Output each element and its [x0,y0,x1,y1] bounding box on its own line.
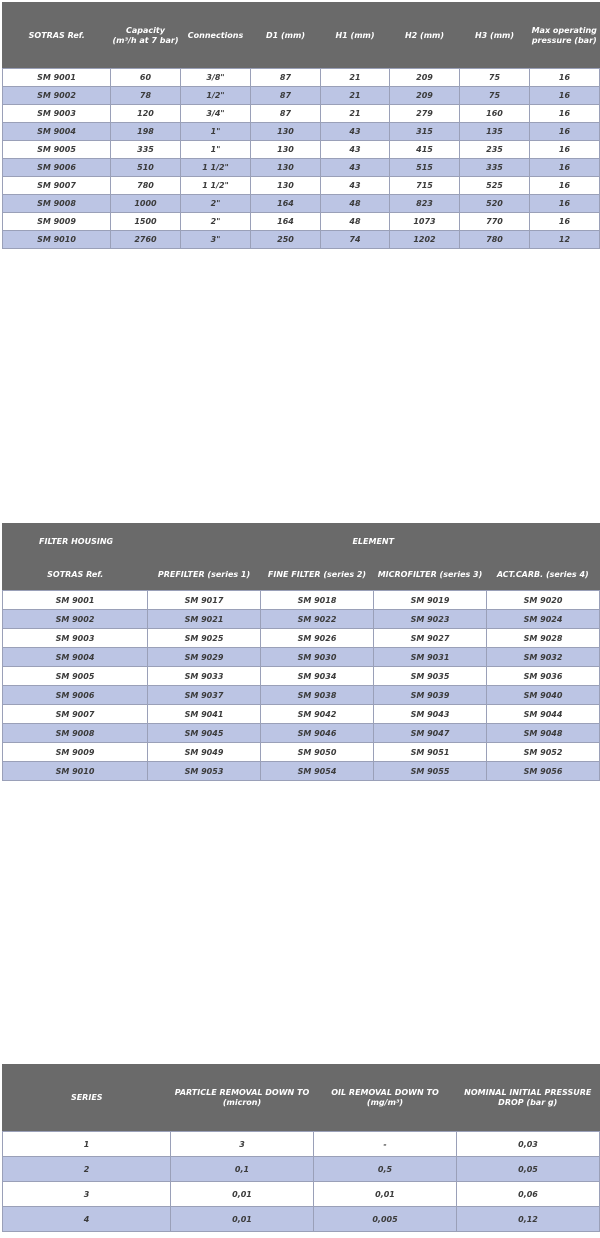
table-cell: 0,06 [457,1182,600,1207]
table-cell: SM 9054 [261,762,374,781]
table-cell: SM 9002 [3,87,111,105]
table-cell: 75 [460,87,530,105]
table-cell: 1 1/2" [181,177,251,195]
table-cell: 515 [390,159,460,177]
table-cell: 3" [181,231,251,249]
table-cell: 75 [460,69,530,87]
table-cell: 3 [3,1182,171,1207]
table-cell: 780 [460,231,530,249]
table-cell: SM 9010 [3,762,148,781]
table-cell: 87 [251,69,321,87]
table-cell: 510 [111,159,181,177]
table-cell: SM 9027 [374,629,487,648]
element-header-row [3,561,600,591]
table-cell: SM 9009 [3,213,111,231]
table-cell: 135 [460,123,530,141]
table-row [3,591,600,610]
table-row [3,1132,600,1157]
table-cell: 0,5 [314,1157,457,1182]
table-cell: 43 [321,141,390,159]
table-cell: SM 9032 [487,648,600,667]
table-cell: 1" [181,123,251,141]
table-cell: 12 [530,231,600,249]
table-cell: SM 9001 [3,69,111,87]
column-header: ACT.CARB. (series 4) [487,561,600,591]
series-performance-table [2,1064,600,1232]
table-cell: 2" [181,213,251,231]
table-row [3,648,600,667]
table-cell: 1500 [111,213,181,231]
table-row [3,123,600,141]
table-cell: SM 9005 [3,667,148,686]
table-cell: SM 9003 [3,105,111,123]
table-row [3,762,600,781]
table-cell: 1 1/2" [181,159,251,177]
table-cell: 164 [251,195,321,213]
table-cell: SM 9038 [261,686,374,705]
dimensions-table [2,2,600,249]
dimensions-header-row [3,3,600,69]
table-cell: 120 [111,105,181,123]
table-cell: 21 [321,69,390,87]
table-cell: 16 [530,69,600,87]
table-cell: SM 9041 [148,705,261,724]
table-cell: SM 9051 [374,743,487,762]
group-header-row [3,524,600,561]
table-cell: SM 9030 [261,648,374,667]
table-cell: SM 9031 [374,648,487,667]
table-cell: 78 [111,87,181,105]
table-cell: SM 9002 [3,610,148,629]
table-cell: 16 [530,213,600,231]
table-cell: 1/2" [181,87,251,105]
table-cell: SM 9040 [487,686,600,705]
table-cell: 770 [460,213,530,231]
column-header: PREFILTER (series 1) [148,561,261,591]
table-cell: 1202 [390,231,460,249]
column-header: H1 (mm) [321,3,390,69]
table-row [3,1157,600,1182]
table-cell: SM 9006 [3,159,111,177]
table-cell: 43 [321,123,390,141]
column-header: SOTRAS Ref. [3,561,148,591]
table-cell: 0,01 [171,1207,314,1232]
table-row [3,195,600,213]
column-header: PARTICLE REMOVAL DOWN TO (micron) [171,1065,314,1132]
table-cell: SM 9028 [487,629,600,648]
table-cell: SM 9024 [487,610,600,629]
element-cross-reference-table [2,523,600,781]
table-cell: SM 9003 [3,629,148,648]
table-cell: SM 9045 [148,724,261,743]
table-cell: SM 9019 [374,591,487,610]
table-cell: SM 9017 [148,591,261,610]
table-cell: SM 9005 [3,141,111,159]
table-cell: 335 [460,159,530,177]
table-cell: 16 [530,105,600,123]
table-row [3,87,600,105]
table-cell: 209 [390,69,460,87]
table-cell: 520 [460,195,530,213]
table-cell: 1 [3,1132,171,1157]
table-cell: SM 9047 [374,724,487,743]
table-cell: 130 [251,177,321,195]
table-cell: 279 [390,105,460,123]
table-cell: 43 [321,177,390,195]
table-cell: SM 9020 [487,591,600,610]
column-header: SERIES [3,1065,171,1132]
column-header: Connections [181,3,251,69]
table-cell: SM 9018 [261,591,374,610]
table-cell: 780 [111,177,181,195]
table-cell: SM 9021 [148,610,261,629]
table-cell: SM 9046 [261,724,374,743]
table-cell: 250 [251,231,321,249]
table-cell: 3/8" [181,69,251,87]
element-header: ELEMENT [148,524,600,561]
table-cell: 4 [3,1207,171,1232]
column-header: SOTRAS Ref. [3,3,111,69]
table-cell: 0,01 [314,1182,457,1207]
table-cell: SM 9053 [148,762,261,781]
table-cell: 1073 [390,213,460,231]
series-header-row [3,1065,600,1132]
table-cell: SM 9050 [261,743,374,762]
table-cell: 823 [390,195,460,213]
column-header: FINE FILTER (series 2) [261,561,374,591]
table-cell: 525 [460,177,530,195]
table-cell: 87 [251,87,321,105]
table-cell: 16 [530,141,600,159]
table-cell: 160 [460,105,530,123]
filter-housing-header: FILTER HOUSING [3,524,148,561]
table-row [3,177,600,195]
table-cell: 2 [3,1157,171,1182]
column-header: H2 (mm) [390,3,460,69]
table-cell: SM 9033 [148,667,261,686]
table-cell: 48 [321,213,390,231]
table-cell: SM 9049 [148,743,261,762]
table-cell: SM 9043 [374,705,487,724]
table-cell: 2760 [111,231,181,249]
table-cell: 0,12 [457,1207,600,1232]
table-cell: 16 [530,87,600,105]
table-cell: 3/4" [181,105,251,123]
table-cell: SM 9022 [261,610,374,629]
table-cell: 0,1 [171,1157,314,1182]
table-cell: SM 9056 [487,762,600,781]
table-cell: 0,01 [171,1182,314,1207]
table-cell: SM 9007 [3,705,148,724]
table-cell: 1000 [111,195,181,213]
table-row [3,1207,600,1232]
table-row [3,159,600,177]
table-row [3,141,600,159]
table-row [3,610,600,629]
table-cell: SM 9004 [3,648,148,667]
table-cell: 3 [171,1132,314,1157]
table-row [3,724,600,743]
table-cell: 715 [390,177,460,195]
column-header: OIL REMOVAL DOWN TO (mg/m³) [314,1065,457,1132]
table-cell: SM 9007 [3,177,111,195]
table-cell: SM 9037 [148,686,261,705]
table-cell: SM 9036 [487,667,600,686]
table-cell: 16 [530,177,600,195]
column-header: MICROFILTER (series 3) [374,561,487,591]
table-row [3,105,600,123]
table-row [3,69,600,87]
table-cell: SM 9035 [374,667,487,686]
table-cell: 0,05 [457,1157,600,1182]
table-cell: 209 [390,87,460,105]
table-cell: 43 [321,159,390,177]
table-cell: 0,005 [314,1207,457,1232]
table-cell: 130 [251,159,321,177]
column-header: H3 (mm) [460,3,530,69]
table-cell: 60 [111,69,181,87]
table-cell: SM 9052 [487,743,600,762]
table-cell: 198 [111,123,181,141]
table-cell: SM 9042 [261,705,374,724]
table-cell: SM 9055 [374,762,487,781]
table-cell: 16 [530,159,600,177]
table-cell: 415 [390,141,460,159]
table-cell: 130 [251,123,321,141]
table-cell: SM 9008 [3,195,111,213]
table-cell: 235 [460,141,530,159]
table-cell: 2" [181,195,251,213]
table-row [3,629,600,648]
table-row [3,667,600,686]
table-cell: SM 9006 [3,686,148,705]
table-cell: 74 [321,231,390,249]
table-cell: SM 9025 [148,629,261,648]
table-cell: SM 9044 [487,705,600,724]
table-cell: SM 9010 [3,231,111,249]
table-cell: 21 [321,105,390,123]
table-row [3,705,600,724]
table-cell: SM 9039 [374,686,487,705]
table-cell: 0,03 [457,1132,600,1157]
table-cell: 16 [530,123,600,141]
table-cell: 16 [530,195,600,213]
table-cell: SM 9023 [374,610,487,629]
table-cell: 164 [251,213,321,231]
table-cell: SM 9001 [3,591,148,610]
column-header: Capacity (m³/h at 7 bar) [111,3,181,69]
table-cell: SM 9004 [3,123,111,141]
table-row [3,213,600,231]
table-cell: 87 [251,105,321,123]
table-cell: SM 9048 [487,724,600,743]
table-cell: SM 9029 [148,648,261,667]
table-cell: 48 [321,195,390,213]
table-cell: SM 9008 [3,724,148,743]
table-cell: 335 [111,141,181,159]
table-cell: SM 9034 [261,667,374,686]
table-row [3,231,600,249]
table-cell: 130 [251,141,321,159]
table-row [3,743,600,762]
table-cell: 21 [321,87,390,105]
column-header: NOMINAL INITIAL PRESSURE DROP (bar g) [457,1065,600,1132]
table-cell: - [314,1132,457,1157]
column-header: D1 (mm) [251,3,321,69]
table-cell: SM 9026 [261,629,374,648]
table-cell: 315 [390,123,460,141]
table-cell: SM 9009 [3,743,148,762]
column-header: Max operating pressure (bar) [530,3,600,69]
table-row [3,686,600,705]
table-cell: 1" [181,141,251,159]
table-row [3,1182,600,1207]
